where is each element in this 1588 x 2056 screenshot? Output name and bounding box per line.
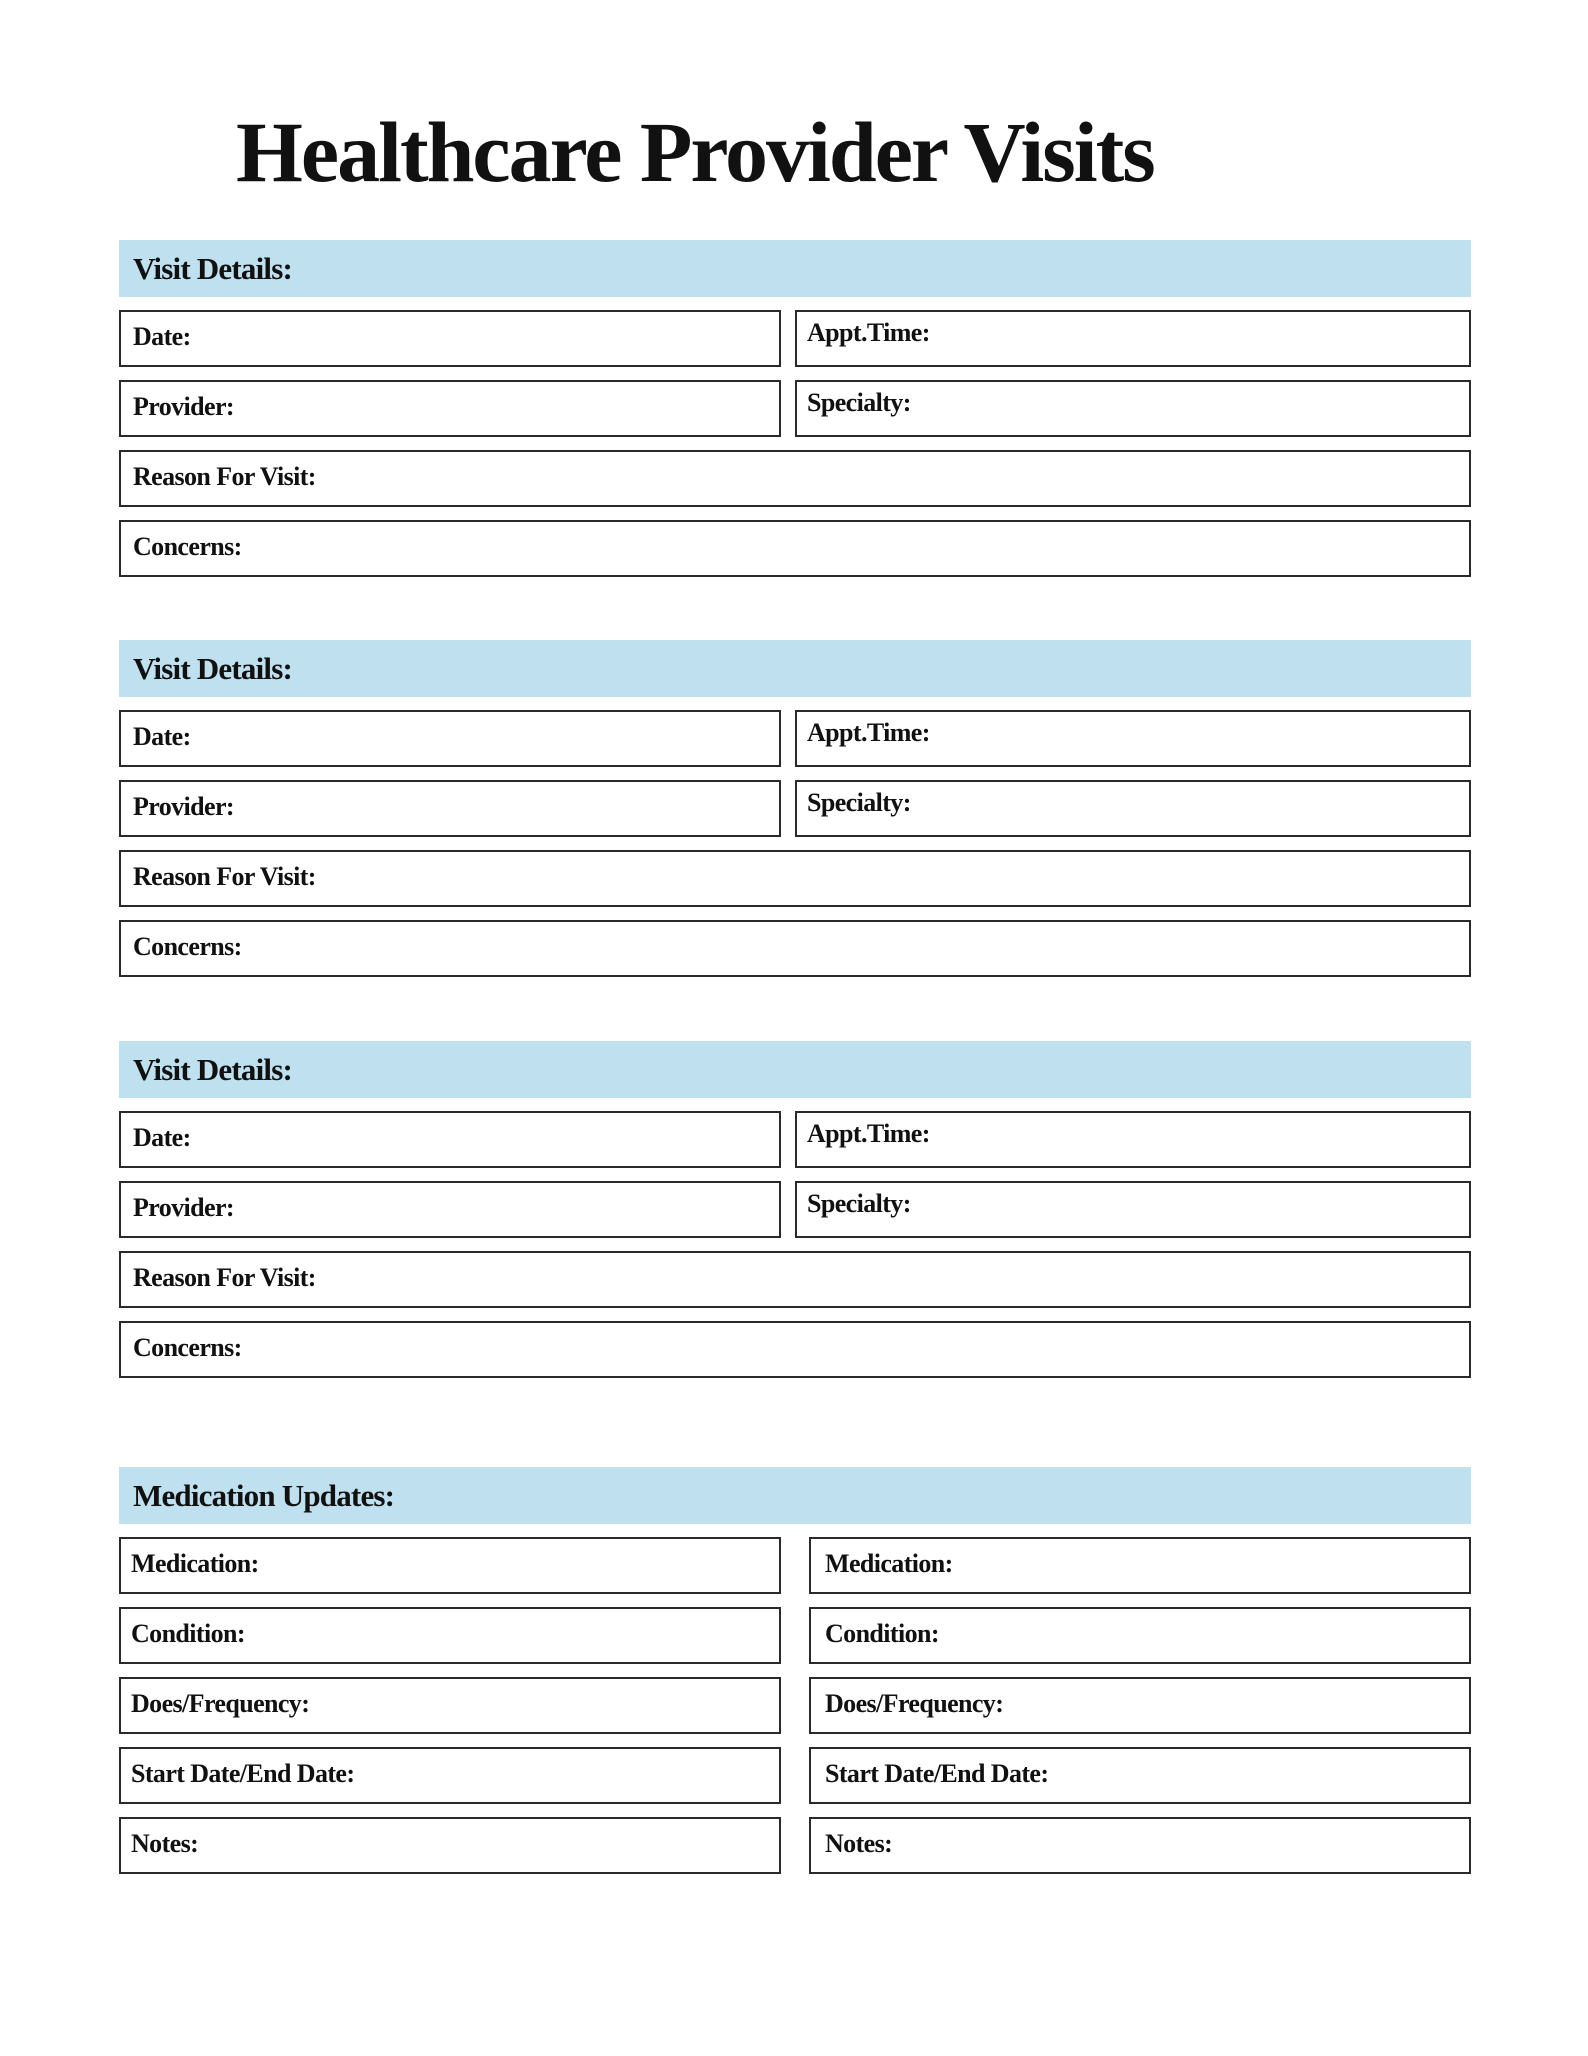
provider-field[interactable]: Provider: xyxy=(119,1181,781,1238)
field-row xyxy=(119,1607,1471,1664)
medication-field[interactable]: Medication: xyxy=(119,1537,781,1594)
appt-time-field[interactable]: Appt.Time: xyxy=(795,1111,1471,1168)
condition-field[interactable]: Condition: xyxy=(119,1607,781,1664)
field-row xyxy=(119,780,1471,837)
concerns-field[interactable]: Concerns: xyxy=(119,520,1471,577)
medication-field[interactable]: Medication: xyxy=(809,1537,1471,1594)
provider-field[interactable]: Provider: xyxy=(119,780,781,837)
provider-field[interactable]: Provider: xyxy=(119,380,781,437)
date-field[interactable]: Date: xyxy=(119,1111,781,1168)
section-header: Visit Details: xyxy=(119,640,1471,697)
specialty-field[interactable]: Specialty: xyxy=(795,380,1471,437)
section-header: Visit Details: xyxy=(119,240,1471,297)
field-row xyxy=(119,710,1471,767)
field-row xyxy=(119,1181,1471,1238)
field-row xyxy=(119,1537,1471,1594)
concerns-field[interactable]: Concerns: xyxy=(119,1321,1471,1378)
visit-details-section xyxy=(119,1041,1471,1378)
field-row xyxy=(119,1677,1471,1734)
field-row xyxy=(119,1111,1471,1168)
dose-frequency-field[interactable]: Does/Frequency: xyxy=(119,1677,781,1734)
reason-for-visit-field[interactable]: Reason For Visit: xyxy=(119,1251,1471,1308)
field-row xyxy=(119,1321,1471,1378)
section-header: Medication Updates: xyxy=(119,1467,1471,1524)
field-row xyxy=(119,850,1471,907)
field-row xyxy=(119,380,1471,437)
visit-details-section xyxy=(119,240,1471,577)
field-row xyxy=(119,920,1471,977)
dose-frequency-field[interactable]: Does/Frequency: xyxy=(809,1677,1471,1734)
field-row xyxy=(119,520,1471,577)
field-row xyxy=(119,1251,1471,1308)
field-row xyxy=(119,310,1471,367)
section-header: Visit Details: xyxy=(119,1041,1471,1098)
notes-field[interactable]: Notes: xyxy=(119,1817,781,1874)
reason-for-visit-field[interactable]: Reason For Visit: xyxy=(119,450,1471,507)
page-title: Healthcare Provider Visits xyxy=(236,104,1154,200)
start-end-date-field[interactable]: Start Date/End Date: xyxy=(119,1747,781,1804)
appt-time-field[interactable]: Appt.Time: xyxy=(795,310,1471,367)
concerns-field[interactable]: Concerns: xyxy=(119,920,1471,977)
notes-field[interactable]: Notes: xyxy=(809,1817,1471,1874)
specialty-field[interactable]: Specialty: xyxy=(795,1181,1471,1238)
date-field[interactable]: Date: xyxy=(119,710,781,767)
appt-time-field[interactable]: Appt.Time: xyxy=(795,710,1471,767)
start-end-date-field[interactable]: Start Date/End Date: xyxy=(809,1747,1471,1804)
date-field[interactable]: Date: xyxy=(119,310,781,367)
reason-for-visit-field[interactable]: Reason For Visit: xyxy=(119,850,1471,907)
specialty-field[interactable]: Specialty: xyxy=(795,780,1471,837)
field-row xyxy=(119,1817,1471,1874)
visit-details-section xyxy=(119,640,1471,977)
condition-field[interactable]: Condition: xyxy=(809,1607,1471,1664)
medication-updates-section xyxy=(119,1467,1471,1874)
field-row xyxy=(119,450,1471,507)
field-row xyxy=(119,1747,1471,1804)
